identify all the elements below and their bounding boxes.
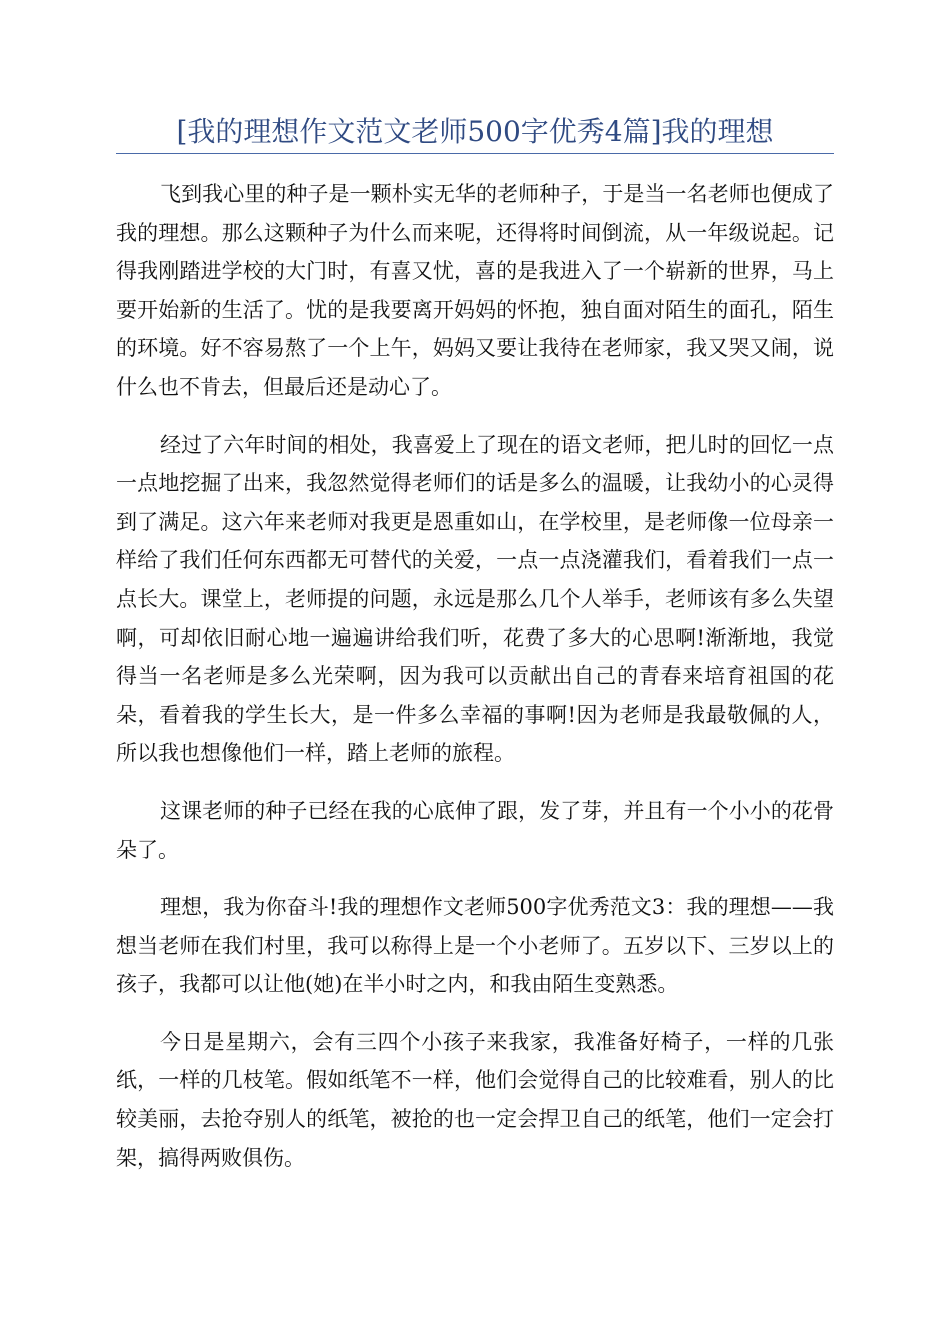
paragraph: 今日是星期六，会有三四个小孩子来我家，我准备好椅子，一样的几张纸，一样的几枝笔。假如纸笔不一样，他们会觉得自己的比较难看，别人的比较美丽，去抢夺别人的纸笔，被抢的也一定会捍卫自己的纸笔，他们一定会打架，搞得两败俱伤。 bbox=[116, 1029, 834, 1170]
title-underline bbox=[116, 153, 834, 154]
paragraph: 这课老师的种子已经在我的心底伸了跟，发了芽，并且有一个小小的花骨朵了。 bbox=[116, 798, 834, 862]
paragraph: 飞到我心里的种子是一颗朴实无华的老师种子，于是当一名老师也便成了我的理想。那么这颗种子为什么而来呢，还得将时间倒流，从一年级说起。记得我刚踏进学校的大门时，有喜又忧，喜的是我进入了一个崭新的世界，马上要开始新的生活了。忧的是我要离开妈妈的怀抱，独自面对陌生的面孔，陌生的环境。好不容易熬了一个上午，妈妈又要让我待在老师家，我又哭又闹，说什么也不肯去，但最后还是动心了。 bbox=[116, 182, 834, 399]
paragraph: 理想，我为你奋斗!我的理想作文老师500字优秀范文3：我的理想——我想当老师在我们村里，我可以称得上是一个小老师了。五岁以下、三岁以上的孩子，我都可以让他(她)在半小时之内，和我由陌生变熟悉。 bbox=[116, 895, 834, 997]
paragraph: 经过了六年时间的相处，我喜爱上了现在的语文老师，把儿时的回忆一点一点地挖掘了出来，我忽然觉得老师们的话是多么的温暖，让我幼小的心灵得到了满足。这六年来老师对我更是恩重如山，在学校里，是老师像一位母亲一样给了我们任何东西都无可替代的关爱，一点一点浇灌我们，看着我们一点一点长大。课堂上，老师提的问题，永远是那么几个人举手，老师该有多么失望啊，可却依旧耐心地一遍遍讲给我们听，花费了多大的心思啊!渐渐地，我觉得当一名老师是多么光荣啊，因为我可以贡献出自己的青春来培育祖国的花朵，看着我的学生长大，是一件多么幸福的事啊!因为老师是我最敬佩的人，所以我也想像他们一样，踏上老师的旅程。 bbox=[116, 432, 834, 766]
document-title: [我的理想作文范文老师500字优秀4篇]我的理想 bbox=[176, 115, 774, 148]
document-body bbox=[116, 175, 834, 1196]
